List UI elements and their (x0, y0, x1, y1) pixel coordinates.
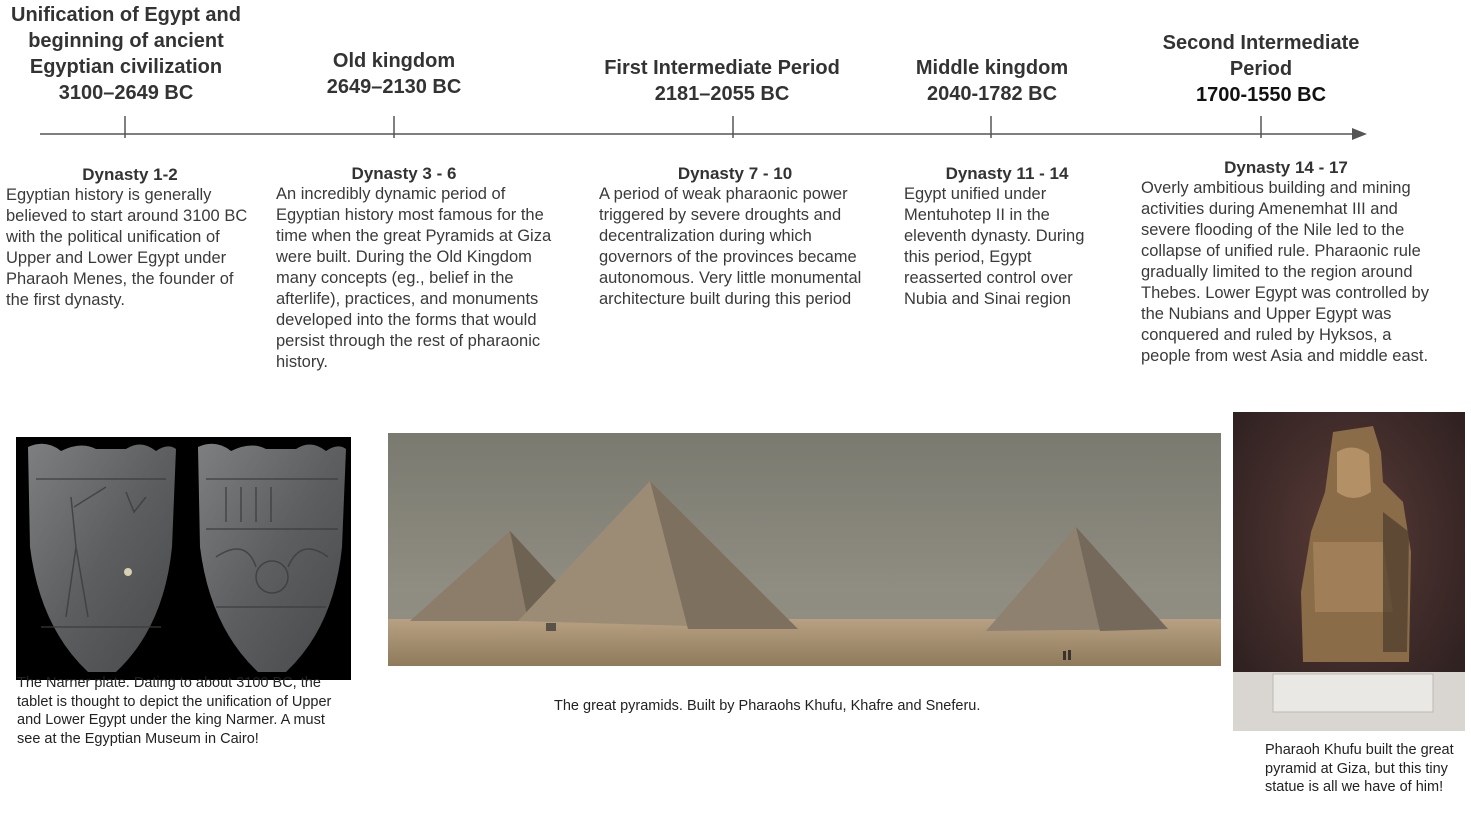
khufu-statue-image (1233, 412, 1465, 731)
khufu-caption: Pharaoh Khufu built the great pyramid at Giza, but this tiny statue is all we have of him! (1265, 742, 1454, 795)
period-title: First Intermediate Period (604, 57, 840, 79)
period-dates: 2181–2055 BC (654, 83, 790, 105)
palette-front (28, 444, 176, 672)
period-title: Old kingdom (332, 50, 456, 72)
period-dates: 3100–2649 BC (58, 82, 194, 104)
dynasty-text: A period of weak pharaonic power triggered by severe droughts and decentralization during which governors of the provinces became autonomous. Very little monumental architecture built during this period (599, 185, 862, 308)
dynasty-text: Overly ambitious building and mining activities during Amenemhat III and severe flooding of the Nile led to the collapse of unified rule. Pharaonic rule gradually limited to the region around Thebes. Lower Egypt was controlled by the Nubians and Upper Egypt was conquered and ruled by Hyksos, a people from west Asia and middle east. (1141, 179, 1429, 365)
timeline-axis (0, 0, 1471, 160)
dynasty-text: An incredibly dynamic period of Egyptian history most famous for the time when the great Pyramids at Giza were built. During the Old Kingdom many concepts (eg., belief in the afterlife), practices, and monuments developed into the forms that would persist through the rest of pharaonic history. (276, 185, 552, 371)
dynasty-block-14-17 (1141, 157, 1431, 367)
dynasty-label: Dynasty 1-2 (82, 165, 178, 184)
dynasty-label: Dynasty 11 - 14 (945, 164, 1069, 183)
narmer-palette-image (16, 437, 351, 680)
period-dates: 2649–2130 BC (326, 76, 462, 98)
dynasty-label: Dynasty 14 - 17 (1224, 158, 1348, 177)
dynasty-block-7-10 (599, 163, 871, 310)
period-title: Middle kingdom (915, 57, 1069, 79)
period-dates: 2040-1782 BC (926, 83, 1058, 105)
dynasty-text: Egypt unified under Mentuhotep II in the eleventh dynasty. During this period, Egypt reasserted control over Nubia and Sinai region (904, 185, 1085, 308)
pyramids-caption: The great pyramids. Built by Pharaohs Khufu, Khafre and Sneferu. (554, 698, 981, 714)
pyramids-image (388, 433, 1221, 666)
dynasty-text: Egyptian history is generally believed to start around 3100 BC with the political unification of Upper and Lower Egypt under Pharaoh Menes, the founder of the first dynasty. (6, 186, 248, 309)
period-dates: 1700-1550 BC (1195, 84, 1327, 106)
narmer-caption: The Narner plate. Dating to about 3100 BC, the tablet is thought to depict the unification of Upper and Lower Egypt under the king Narmer. A must see at the Egyptian Museum in Cairo! (17, 675, 332, 747)
period-title: Unification of Egypt and beginning of ancient Egyptian civilization (11, 4, 241, 78)
dynasty-block-1-2 (6, 164, 254, 311)
dynasty-block-3-6 (276, 163, 568, 373)
glass-pedestal (1273, 674, 1433, 712)
palette-back (198, 444, 346, 672)
dynasty-label: Dynasty 3 - 6 (351, 164, 457, 183)
dynasty-label: Dynasty 7 - 10 (677, 164, 793, 183)
dynasty-block-11-14 (904, 163, 1110, 310)
period-title: Second Intermediate Period (1162, 32, 1360, 80)
statue-highlight (1337, 447, 1371, 498)
timeline-arrowhead (1352, 128, 1367, 140)
